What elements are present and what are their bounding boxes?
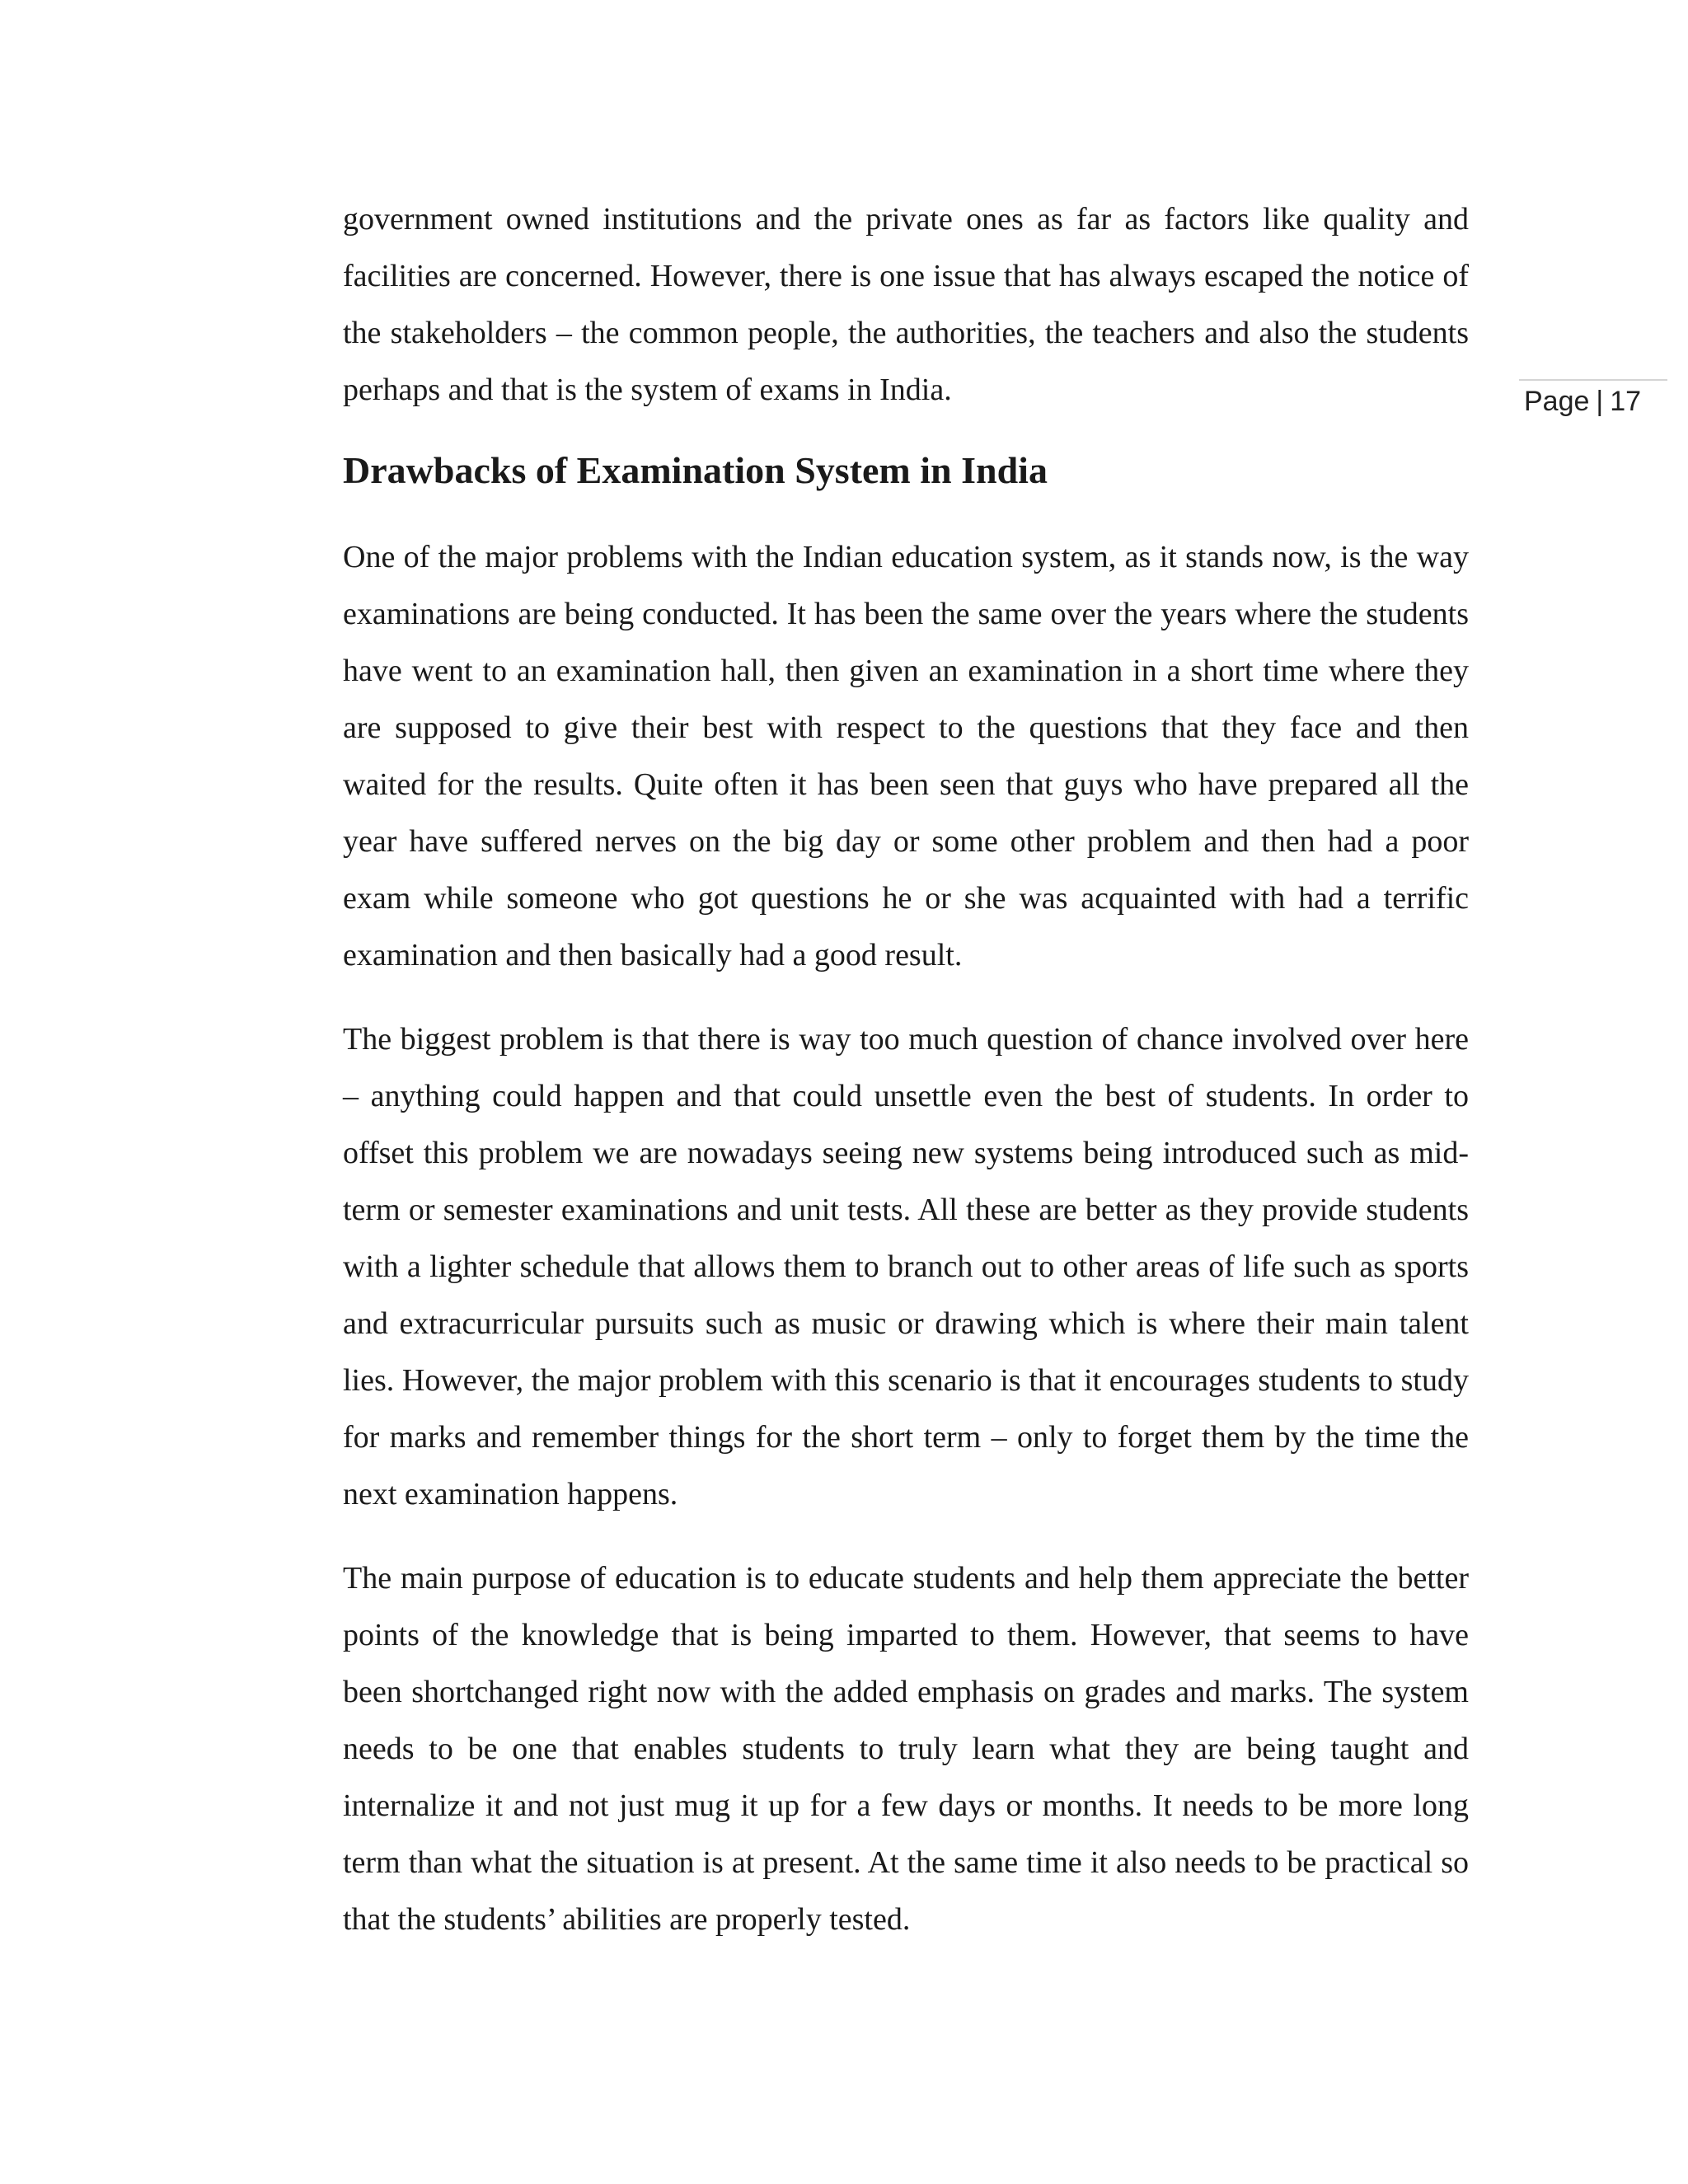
body-paragraph-3: The main purpose of education is to educate students and help them appreciate the better points of the knowledge that is being imparted to them. However, that seems to have been shortchanged right now with the added emphasis on grades and marks. The system needs to be one that enables students to truly learn what they are being taught and internalize it and not just mug it up for a few days or months. It needs to be more long term than what the situation is at present. At the same time it also needs to be practical so that the students’ abilities are properly tested. xyxy=(343,1561,1469,1937)
page-separator: | xyxy=(1596,386,1604,417)
page-number-value: 17 xyxy=(1610,386,1642,417)
body-paragraph-1: One of the major problems with the Indian education system, as it stands now, is the way examinations are being conducted. It has been the same over the years where the students have went to an examination hall, then given an examination in a short time where they are supposed to give their best with respect to the questions that they face and then waited for the results. Quite often it has been seen that guys who have prepared all the year have suffered nerves on the big day or some other problem and then had a poor exam while someone who got questions he or she was acquainted with had a terrific examination and then basically had a good result. xyxy=(343,540,1469,972)
intro-paragraph: government owned institutions and the private ones as far as factors like quality and facilities are concerned. However, there is one issue that has always escaped the notice of the stakeholders – the common people, the authorities, the teachers and also the students perhaps and that is the system of exams in India. xyxy=(343,202,1469,407)
section-heading: Drawbacks of Examination System in India xyxy=(343,449,1048,491)
page-label: Page xyxy=(1524,386,1590,417)
document-body xyxy=(343,191,1469,1948)
body-paragraph-2: The biggest problem is that there is way too much question of chance involved over here – anything could happen and that could unsettle even the best of students. In order to offset this problem we are nowadays seeing new systems being introduced such as mid-term or semester examinations and unit tests. All these are better as they provide students with a lighter schedule that allows them to branch out to other areas of life such as sports and extracurricular pursuits such as music or drawing which is where their main talent lies. However, the major problem with this scenario is that it encourages students to study for marks and remember things for the short term – only to forget them by the time the next examination happens. xyxy=(343,1022,1469,1511)
page-number-footer xyxy=(1519,379,1667,418)
